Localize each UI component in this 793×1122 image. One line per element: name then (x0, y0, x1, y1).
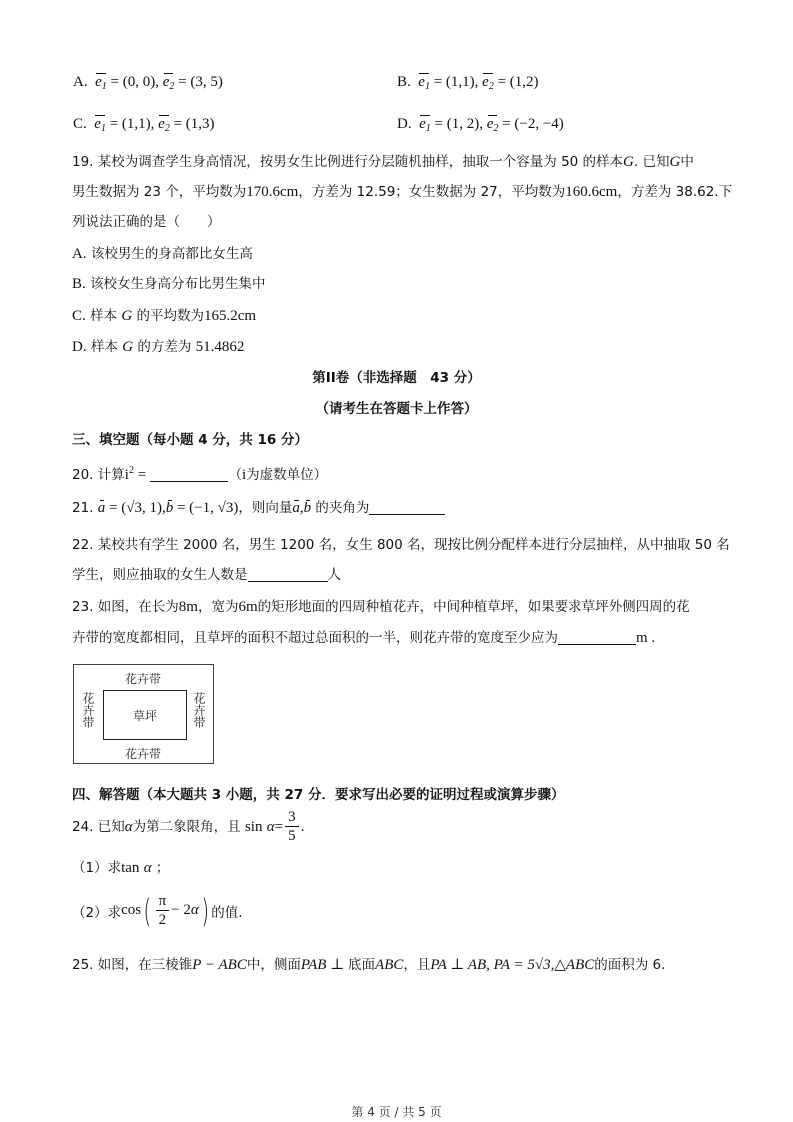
q19-line-1: 19. 某校为调查学生身高情况，按男女生比例进行分层随机抽样，抽取一个容量为 50 的样本G. 已知G中 (72, 154, 694, 170)
q19-option-c: C. 样本 G 的平均数为165.2cm (72, 308, 257, 324)
q23-line-1: 23. 如图，在长为8m，宽为6m的矩形地面的四周种植花卉，中间种植草坪，如果要求草坪外侧四周的花 (72, 599, 690, 615)
section4-title: 四、解答题（本大题共 3 小题，共 27 分．要求写出必要的证明过程或演算步骤） (72, 787, 565, 803)
q18-option-c: C. $e_1 = (1,1)$, $e_2 = (1,3)$ (73, 114, 215, 139)
q20: 20. 计算$i^2 = (i$为虚数单位） (72, 465, 328, 483)
vector-e1: $e_1$ (94, 114, 106, 139)
q19-option-a: A. 该校男生的身高都比女生高 (72, 246, 253, 262)
q23-answer-blank[interactable] (558, 630, 636, 645)
q24: 24. 已知 α 为第二象限角，且 sin α = $\frac{3}{5}$ . (72, 809, 305, 844)
part2-subtitle: （请考生在答题卡上作答） (315, 401, 478, 417)
q19-line-2: 男生数据为 23 个，平均数为170.6cm，方差为 12.59；女生数据为 27，平均数为160.6cm，方差为 38.62.下 (72, 184, 733, 200)
section3-title: 三、填空题（每小题 4 分，共 16 分） (72, 432, 308, 448)
vector-e2: $e_2$ (482, 72, 494, 97)
q18-option-d: D. $e_1 = (1$, 2), $e_2 = (-2$, −4) (397, 114, 564, 139)
q21: 21. a = (√3, 1),b = (−1, √3)，则向量a,b 的夹角为 (72, 498, 445, 518)
part2-title: 第II卷（非选择题 43 分） (312, 370, 481, 386)
vector-e1: $e_1$ (418, 72, 430, 97)
vector-e2: $e_2$ (163, 72, 175, 97)
vector-e2: $e_2$ (487, 114, 499, 139)
vector-e1: $e_1$ (95, 72, 107, 97)
q24-part-2: （2）求 cos ( $\frac{\pi}{2}$ − 2 α ) 的值. (72, 891, 243, 930)
q19-option-d: D. 样本 G 的方差为 51.4862 (72, 339, 245, 355)
q22-line-1: 22. 某校共有学生 2000 名，男生 1200 名，女生 800 名，现按比例分配样本进行分层抽样，从中抽取 50 名 (72, 537, 730, 553)
q19-option-b: B. 该校女生身高分布比男生集中 (72, 276, 266, 292)
lawn-label: 草坪 (132, 708, 157, 723)
flower-band-bottom-label: 花卉带 (125, 747, 162, 761)
vector-e2: $e_2$ (158, 114, 170, 139)
q24-part-1: （1）求tan α ； (72, 860, 170, 876)
fraction-3-5: $\frac{3}{5}$ (285, 808, 299, 845)
q20-answer-blank[interactable] (150, 467, 228, 482)
vector-e1: $e_1$ (419, 114, 431, 139)
q22-answer-blank[interactable] (248, 567, 328, 582)
garden-diagram (73, 664, 214, 764)
page-footer: 第 4 页 / 共 5 页 (351, 1105, 442, 1119)
fraction-pi-2: $\frac{\pi}{2}$ (156, 892, 170, 929)
q18-option-a: A. $e_1 = (0$, 0), $e_2 = (3$, 5) (73, 72, 223, 97)
flower-band-top-label: 花卉带 (125, 672, 162, 686)
q21-answer-blank[interactable] (369, 500, 445, 515)
lawn-rectangle (103, 690, 187, 740)
q22-line-2: 学生，则应抽取的女生人数是 人 (72, 567, 341, 583)
flower-band-left-label: 花卉带 (81, 692, 95, 728)
flower-band-right-label: 花卉带 (192, 692, 206, 728)
q25: 25. 如图，在三棱锥P − ABC中，侧面PAB ⊥ 底面ABC，且PA ⊥ AB, PA = 5√3,△ABC的面积为 6. (72, 957, 666, 973)
q23-line-2: 卉带的宽度都相同，且草坪的面积不超过总面积的一半，则花卉带的宽度至少应为 m . (72, 630, 656, 646)
q19-line-3: 列说法正确的是（ ） (72, 214, 221, 230)
q18-option-b: B. $e_1 = (1,1)$, $e_2 = (1,2)$ (397, 72, 539, 97)
